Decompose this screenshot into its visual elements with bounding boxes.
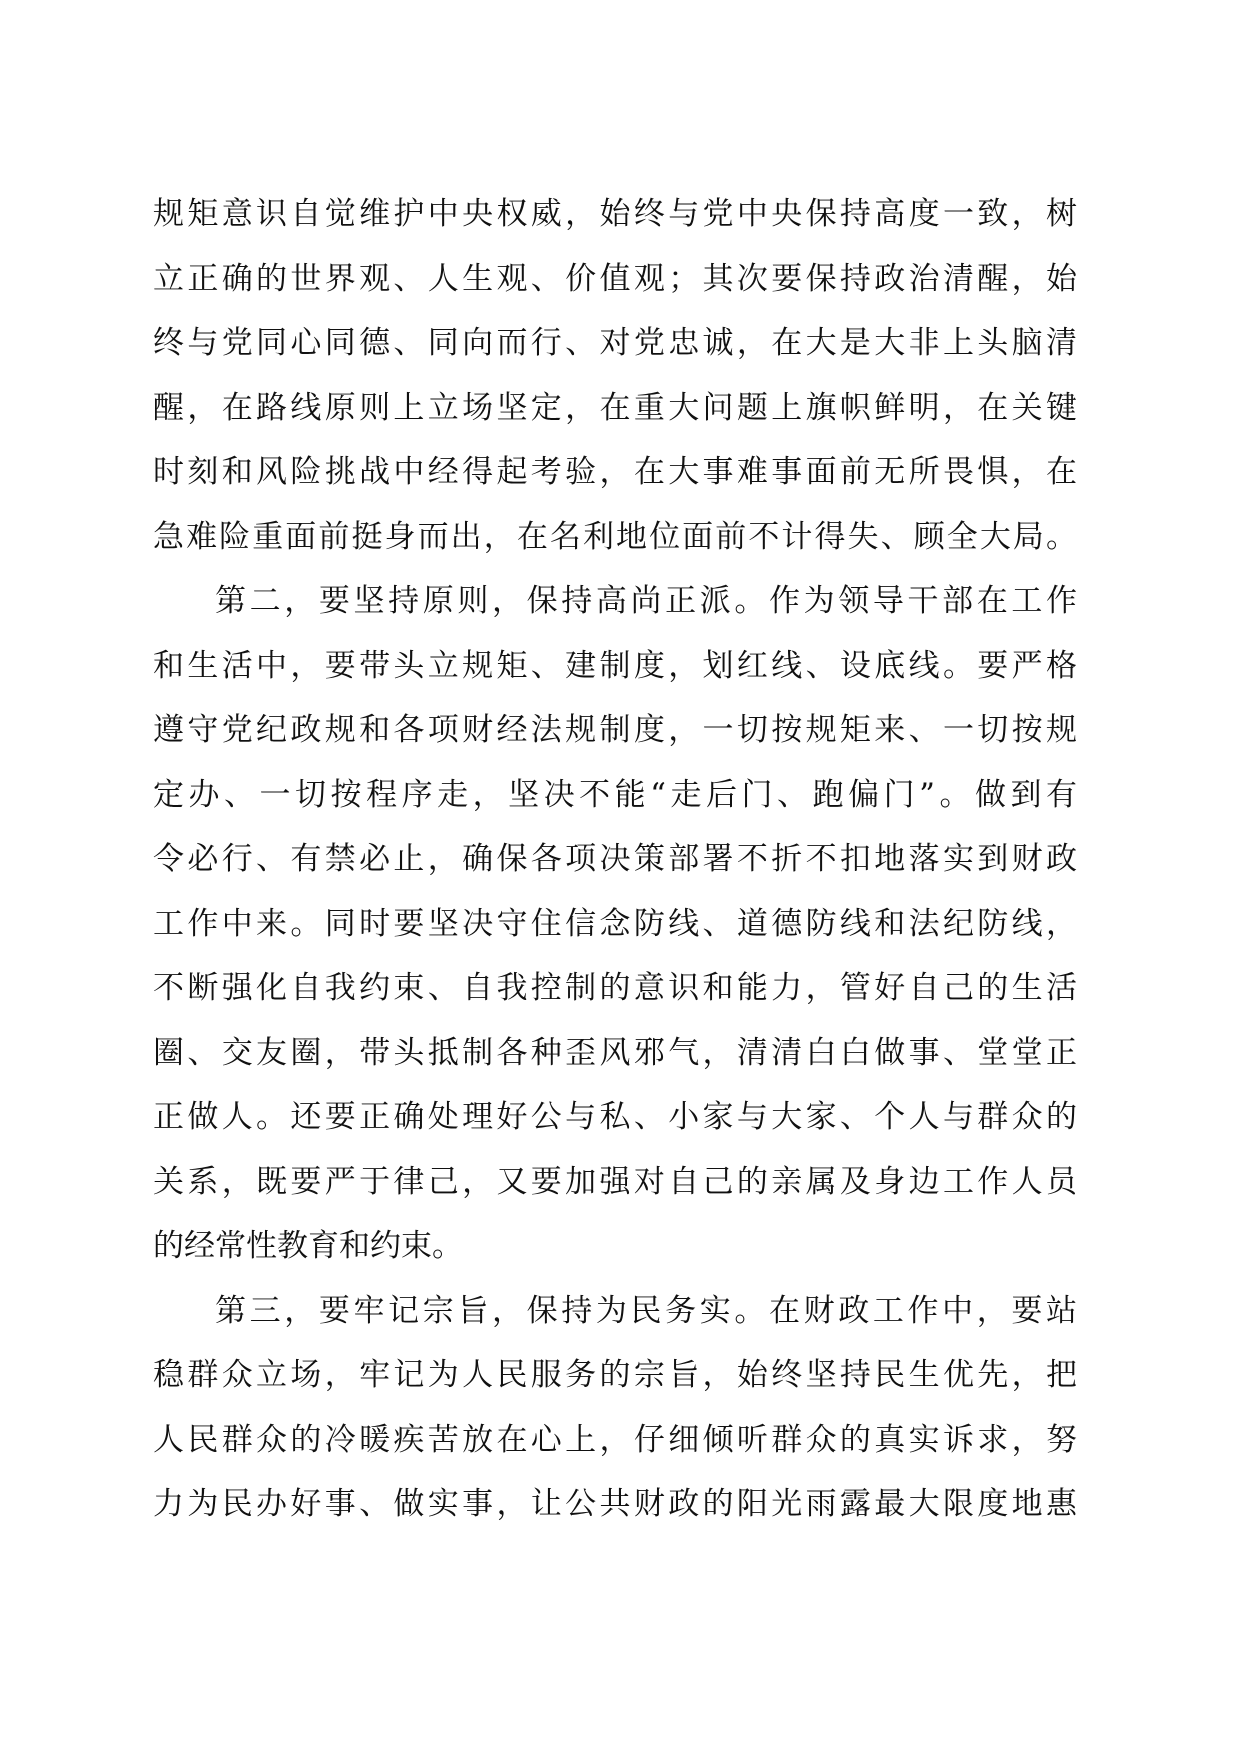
paragraph-end-line: 的经常性教育和约束。 xyxy=(153,1228,463,1264)
text-line: 不断强化自我约束、自我控制的意识和能力，管好自己的生活 xyxy=(153,970,1077,1006)
text-line: 圈、交友圈，带头抵制各种歪风邪气，清清白白做事、堂堂正 xyxy=(153,1034,1077,1071)
text-line: 终与党同心同德、同向而行、对党忠诚，在大是大非上头脑清 xyxy=(153,325,1077,361)
text-line: 人民群众的冷暖疾苦放在心上，仔细倾听群众的真实诉求，努 xyxy=(153,1421,1077,1458)
text-line: 力为民办好事、做实事，让公共财政的阳光雨露最大限度地惠 xyxy=(153,1486,1077,1522)
paragraph-start-line: 第二，要坚持原则，保持高尚正派。作为领导干部在工作 xyxy=(215,583,1077,619)
text-line: 稳群众立场，牢记为人民服务的宗旨，始终坚持民生优先，把 xyxy=(153,1357,1077,1393)
text-line: 令必行、有禁必止，确保各项决策部署不折不扣地落实到财政 xyxy=(153,841,1077,877)
text-line: 遵守党纪政规和各项财经法规制度，一切按规矩来、一切按规 xyxy=(153,712,1077,748)
paragraph-start-line: 第三，要牢记宗旨，保持为民务实。在财政工作中，要站 xyxy=(215,1292,1077,1329)
text-line: 规矩意识自觉维护中央权威，始终与党中央保持高度一致，树 xyxy=(153,196,1077,232)
text-line: 正做人。还要正确处理好公与私、小家与大家、个人与群众的 xyxy=(153,1099,1077,1135)
text-line: 关系，既要严于律己，又要加强对自己的亲属及身边工作人员 xyxy=(153,1163,1077,1200)
text-line: 立正确的世界观、人生观、价值观；其次要保持政治清醒，始 xyxy=(153,260,1077,297)
text-line: 时刻和风险挑战中经得起考验，在大事难事面前无所畏惧，在 xyxy=(153,454,1077,490)
document-body xyxy=(153,182,1077,1537)
text-line: 醒，在路线原则上立场坚定，在重大问题上旗帜鲜明，在关键 xyxy=(153,389,1077,426)
text-line: 和生活中，要带头立规矩、建制度，划红线、设底线。要严格 xyxy=(153,647,1077,684)
text-line: 定办、一切按程序走，坚决不能“走后门、跑偏门”。做到有 xyxy=(153,776,1077,813)
text-line: 急难险重面前挺身而出，在名利地位面前不计得失、顾全大局。 xyxy=(153,518,1077,555)
text-line: 工作中来。同时要坚决守住信念防线、道德防线和法纪防线， xyxy=(153,905,1077,942)
